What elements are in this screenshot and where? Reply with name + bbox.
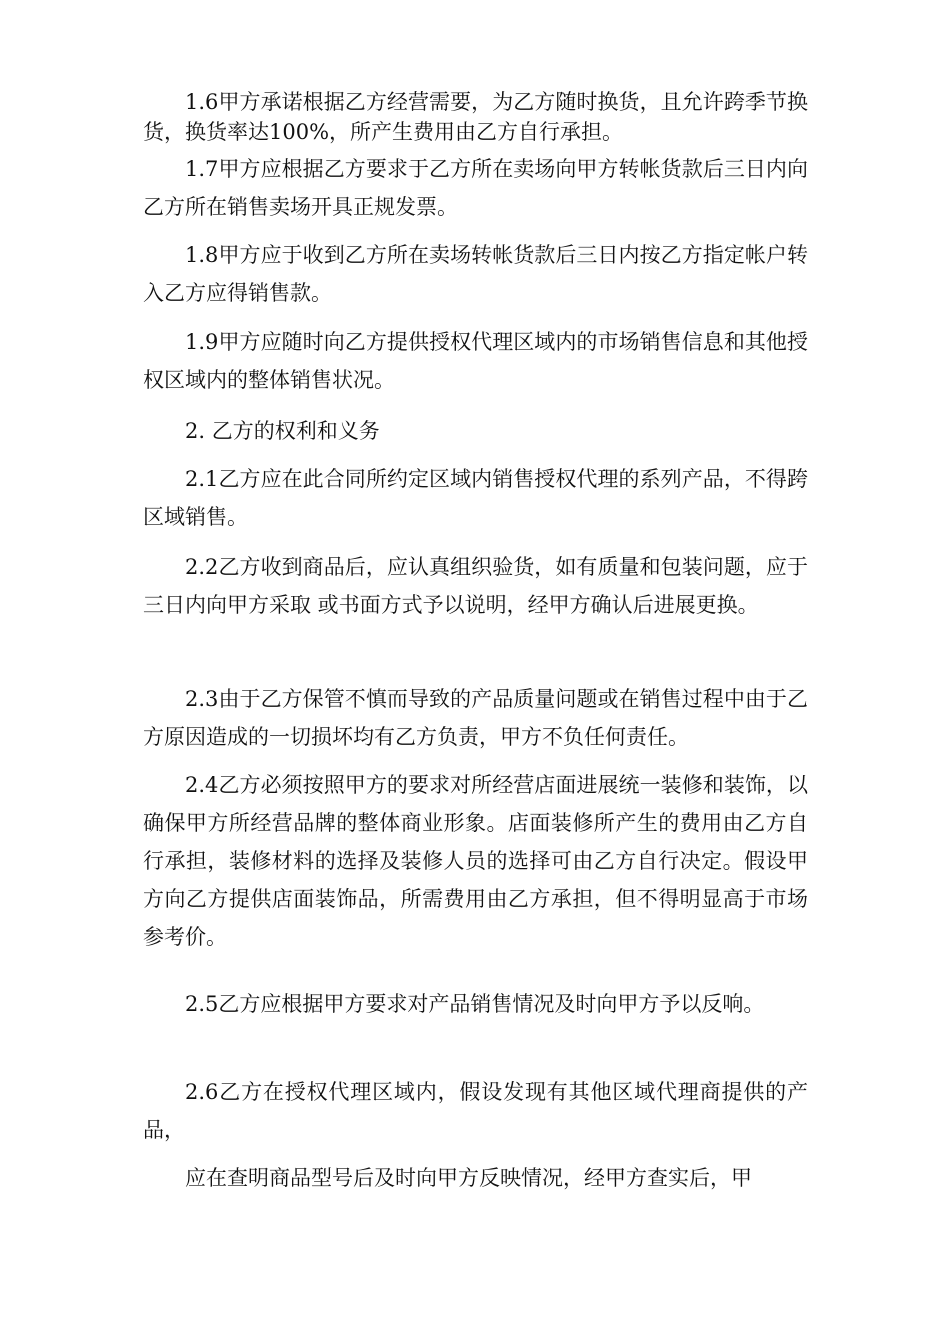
paragraph-2-4: 2.4乙方必须按照甲方的要求对所经营店面进展统一装修和装饰，以确保甲方所经营品牌的整体商业形象。店面装修所产生的费用由乙方自行承担，装修材料的选择及装修人员的选择可由乙方自行决定。假设甲方向乙方提供店面装饰品，所需费用由乙方承担，但不得明显高于市场参考价。 [143,773,808,949]
paragraph-2-3: 2.3由于乙方保管不慎而导致的产品质量问题或在销售过程中由于乙方原因造成的一切损坏均有乙方负责，甲方不负任何责任。 [143,687,808,749]
paragraph-continuation: 应在查明商品型号后及时向甲方反映情况，经甲方查实后，甲 [185,1166,752,1190]
paragraph-2-1: 2.1乙方应在此合同所约定区域内销售授权代理的系列产品，不得跨区域销售。 [143,467,808,529]
paragraph-1-8: 1.8甲方应于收到乙方所在卖场转帐货款后三日内按乙方指定帐户转入乙方应得销售款。 [143,243,808,305]
paragraph-1-9: 1.9甲方应随时向乙方提供授权代理区域内的市场销售信息和其他授权区域内的整体销售状况。 [143,330,808,392]
paragraph-1-7: 1.7甲方应根据乙方要求于乙方所在卖场向甲方转帐货款后三日内向乙方所在销售卖场开具正规发票。 [143,157,808,219]
section-heading-2: 2. 乙方的权利和义务 [185,419,380,443]
paragraph-2-2: 2.2乙方收到商品后，应认真组织验货，如有质量和包装问题，应于三日内向甲方采取 或书面方式予以说明，经甲方确认后进展更换。 [143,555,808,617]
paragraph-2-6: 2.6乙方在授权代理区域内，假设发现有其他区域代理商提供的产品， [143,1080,808,1142]
paragraph-2-5: 2.5乙方应根据甲方要求对产品销售情况及时向甲方予以反响。 [185,992,765,1016]
paragraph-1-6: 1.6甲方承诺根据乙方经营需要，为乙方随时换货，且允许跨季节换货，换货率达100%，所产生费用由乙方自行承担。 [143,90,808,144]
